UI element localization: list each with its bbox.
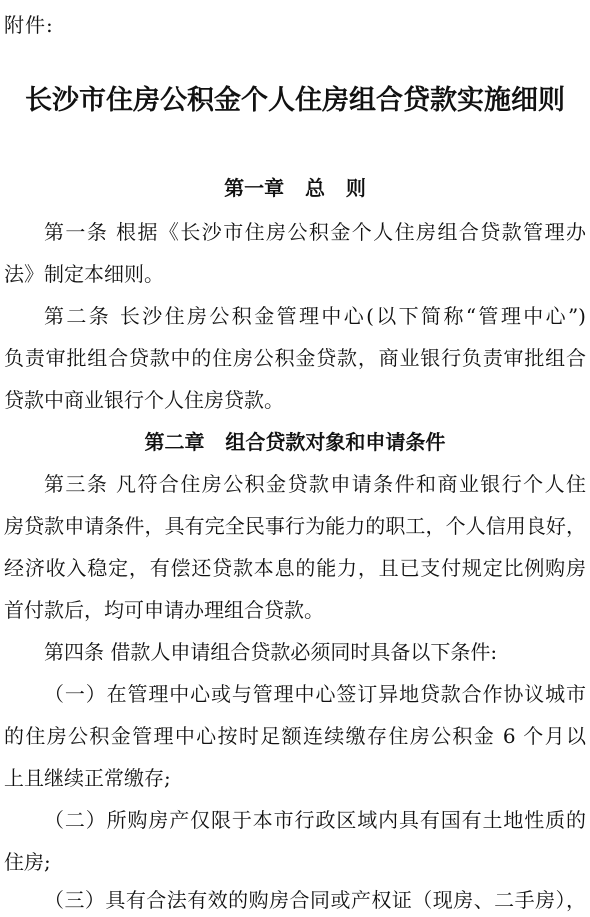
paragraph-line: 第三条 凡符合住房公积金贷款申请条件和商业银行个人住 — [44, 472, 586, 496]
list-item-line: 住房; — [4, 850, 51, 874]
paragraph-line: 第一条 根据《长沙市住房公积金个人住房组合贷款管理办 — [44, 220, 586, 244]
chapter-heading-1: 第一章 总 则 — [224, 176, 366, 200]
document-title: 长沙市住房公积金个人住房组合贷款实施细则 — [25, 85, 565, 116]
paragraph-line: 房贷款申请条件，具有完全民事行为能力的职工，个人信用良好， — [4, 514, 586, 538]
paragraph-line: 第二条 长沙住房公积金管理中心(以下简称“管理中心”) — [44, 304, 586, 328]
list-item-line: 上且继续正常缴存; — [4, 766, 171, 790]
paragraph-line: 首付款后，均可申请办理组合贷款。 — [4, 598, 324, 622]
list-item-line: 的住房公积金管理中心按时足额连续缴存住房公积金 6 个月以 — [4, 724, 586, 748]
chapter-heading-2: 第二章 组合贷款对象和申请条件 — [144, 430, 446, 454]
paragraph-line: 贷款中商业银行个人住房贷款。 — [4, 388, 284, 412]
list-item-line: （二）所购房产仅限于本市行政区域内具有国有土地性质的 — [44, 808, 586, 832]
list-item-line: （一）在管理中心或与管理中心签订异地贷款合作协议城市 — [44, 682, 586, 706]
paragraph-line: 经济收入稳定，有偿还贷款本息的能力，且已支付规定比例购房 — [4, 556, 586, 580]
paragraph-line: 法》制定本细则。 — [4, 262, 164, 286]
paragraph-line: 负责审批组合贷款中的住房公积金贷款，商业银行负责审批组合 — [4, 346, 586, 370]
attachment-label: 附件: — [4, 13, 54, 37]
paragraph-line: 第四条 借款人申请组合贷款必须同时具备以下条件: — [44, 640, 498, 664]
list-item-line: （三）具有合法有效的购房合同或产权证（现房、二手房）， — [44, 888, 586, 912]
